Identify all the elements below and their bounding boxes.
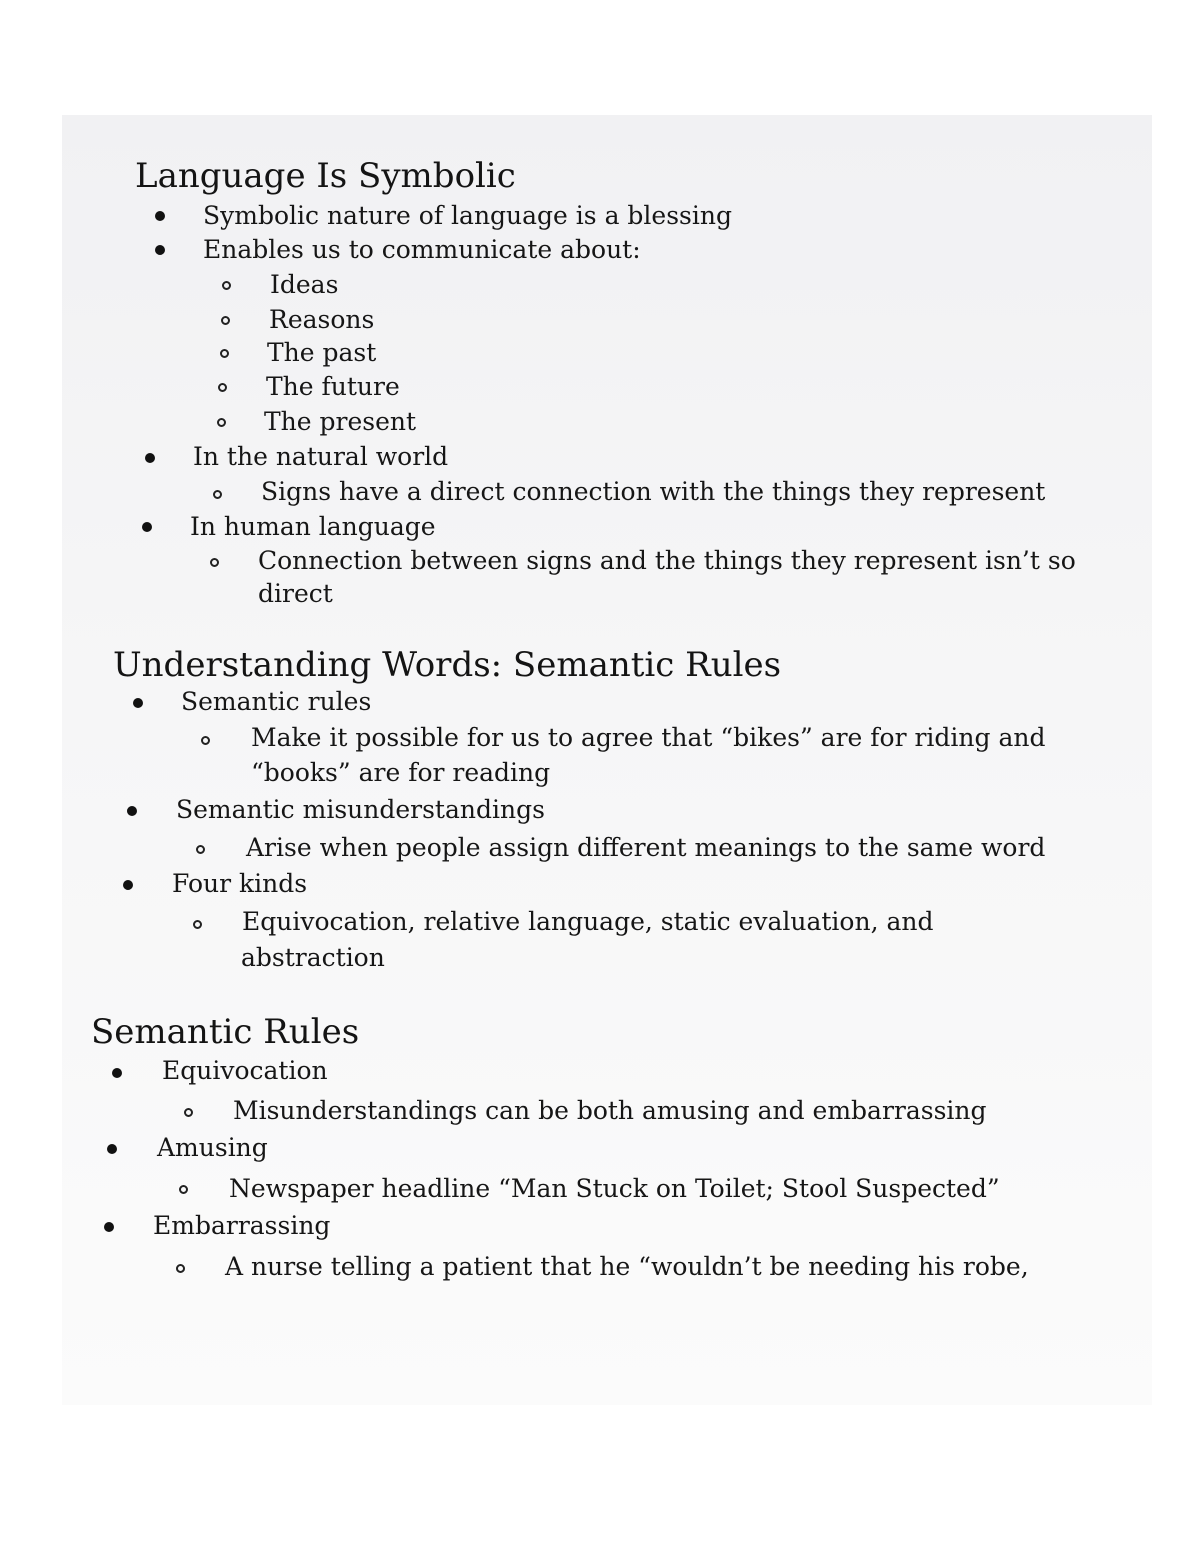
list-item: Amusing (157, 1133, 268, 1162)
bullet-icon (127, 806, 137, 816)
bullet-icon (145, 453, 155, 463)
sub-bullet-icon (196, 845, 205, 854)
bullet-icon (123, 880, 133, 890)
sub-list-item: Make it possible for us to agree that “bikes” are for riding and (251, 723, 1046, 752)
heading-semantic-rules: Semantic Rules (91, 1012, 360, 1052)
list-item: Symbolic nature of language is a blessing (203, 201, 732, 230)
sub-list-item: Newspaper headline “Man Stuck on Toilet; Stool Suspected” (229, 1174, 1000, 1203)
sub-bullet-icon (218, 383, 227, 392)
sub-list-item: Arise when people assign different meanings to the same word (246, 833, 1046, 862)
sub-list-item: The present (264, 407, 417, 436)
bullet-icon (142, 522, 152, 532)
sub-list-item: A nurse telling a patient that he “wouldn’t be needing his robe, (225, 1252, 1029, 1281)
sub-bullet-icon (217, 418, 226, 427)
sub-list-item: Misunderstandings can be both amusing and embarrassing (233, 1096, 987, 1125)
bullet-icon (104, 1222, 114, 1232)
heading-understanding-words: Understanding Words: Semantic Rules (113, 645, 782, 685)
sub-bullet-icon (184, 1108, 193, 1117)
sub-list-item-continuation: abstraction (241, 943, 385, 972)
sub-bullet-icon (193, 920, 202, 929)
list-item: Semantic misunderstandings (176, 795, 545, 824)
list-item: Equivocation (162, 1056, 328, 1085)
bullet-icon (133, 698, 143, 708)
sub-list-item: Equivocation, relative language, static evaluation, and (242, 907, 934, 936)
list-item: Semantic rules (181, 687, 372, 716)
list-item: Four kinds (172, 869, 308, 898)
bullet-icon (155, 211, 165, 221)
bullet-icon (155, 245, 165, 255)
sub-bullet-icon (201, 736, 210, 745)
sub-list-item: The future (266, 372, 400, 401)
sub-list-item: Ideas (270, 270, 339, 299)
sub-list-item: Reasons (269, 305, 375, 334)
sub-list-item: Signs have a direct connection with the things they represent (261, 477, 1046, 506)
sub-list-item: Connection between signs and the things they represent isn’t so (258, 546, 1076, 575)
list-item: Embarrassing (153, 1211, 331, 1240)
sub-bullet-icon (176, 1264, 185, 1273)
list-item: In human language (190, 512, 436, 541)
list-item: Enables us to communicate about: (203, 235, 641, 264)
bullet-icon (112, 1068, 122, 1078)
sub-bullet-icon (210, 558, 219, 567)
sub-bullet-icon (179, 1185, 188, 1194)
sub-list-item: The past (267, 338, 377, 367)
sub-bullet-icon (213, 490, 222, 499)
sub-list-item-continuation: direct (258, 579, 333, 608)
list-item: In the natural world (193, 442, 449, 471)
sub-bullet-icon (222, 281, 231, 290)
bullet-icon (107, 1144, 117, 1154)
heading-language-is-symbolic: Language Is Symbolic (135, 156, 516, 196)
sub-bullet-icon (220, 349, 229, 358)
sub-bullet-icon (221, 316, 230, 325)
sub-list-item-continuation: “books” are for reading (251, 758, 551, 787)
